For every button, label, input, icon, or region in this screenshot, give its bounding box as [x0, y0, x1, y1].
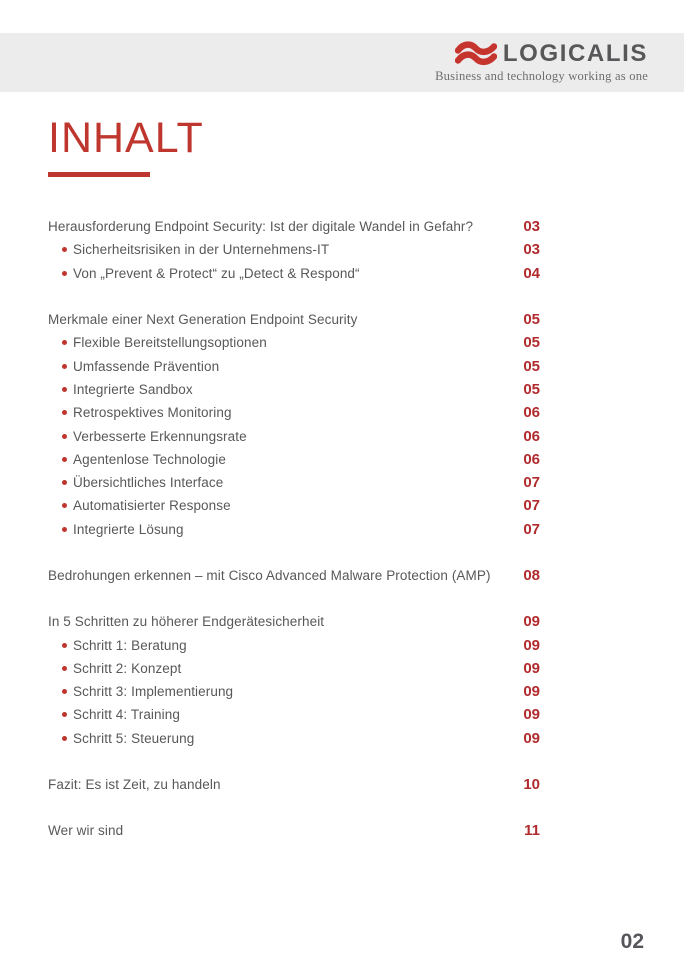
toc-entry-label: Integrierte Sandbox — [73, 381, 193, 397]
toc-entry-label: Retrospektives Monitoring — [73, 405, 232, 421]
toc-entry-page-number: 11 — [524, 822, 540, 840]
toc-group — [48, 610, 540, 750]
bullet-icon — [62, 689, 67, 694]
toc-entry-page-number: 09 — [523, 636, 540, 654]
toc-entry[interactable] — [48, 657, 540, 680]
toc-entry[interactable] — [48, 471, 540, 494]
toc-entry-label: Merkmale einer Next Generation Endpoint Security — [48, 312, 358, 328]
bullet-icon — [62, 712, 67, 717]
toc-group — [48, 773, 540, 796]
logicalis-logo — [435, 41, 648, 84]
toc-entry-page-number: 09 — [523, 613, 540, 631]
toc-entry[interactable] — [48, 308, 540, 331]
toc-entry-label: Wer wir sind — [48, 823, 124, 839]
toc-entry-page-number: 09 — [523, 729, 540, 747]
toc-entry[interactable] — [48, 564, 540, 587]
bullet-icon — [62, 387, 67, 392]
toc-entry-label: Schritt 4: Training — [73, 707, 180, 723]
toc-entry[interactable] — [48, 262, 540, 285]
toc-entry-label: Verbesserte Erkennungsrate — [73, 428, 247, 444]
logo-wordmark: LOGICALIS — [502, 40, 648, 67]
toc-entry-page-number: 06 — [523, 450, 540, 468]
toc-entry[interactable] — [48, 448, 540, 471]
header-band — [0, 33, 684, 92]
toc-entry-page-number: 03 — [523, 241, 540, 259]
toc-group — [48, 564, 540, 587]
toc-entry-label: Schritt 1: Beratung — [73, 637, 187, 653]
bullet-icon — [62, 480, 67, 485]
toc-entry-page-number: 05 — [523, 334, 540, 352]
toc-entry-page-number: 07 — [523, 474, 540, 492]
toc-entry[interactable] — [48, 680, 540, 703]
toc-entry[interactable] — [48, 424, 540, 447]
toc-entry-page-number: 06 — [523, 404, 540, 422]
toc-entry-page-number: 05 — [523, 380, 540, 398]
toc-entry-label: Schritt 5: Steuerung — [73, 730, 195, 746]
toc-entry[interactable] — [48, 238, 540, 261]
bullet-icon — [62, 666, 67, 671]
toc-entry[interactable] — [48, 401, 540, 424]
toc-entry-label: Umfassende Prävention — [73, 358, 220, 374]
toc-entry[interactable] — [48, 378, 540, 401]
toc-entry[interactable] — [48, 610, 540, 633]
toc-entry-page-number: 07 — [523, 497, 540, 515]
toc-entry-page-number: 04 — [523, 264, 540, 282]
toc-entry-label: Flexible Bereitstellungsoptionen — [73, 335, 267, 351]
toc-entry-page-number: 09 — [523, 659, 540, 677]
toc-entry[interactable] — [48, 633, 540, 656]
toc-entry[interactable] — [48, 819, 540, 842]
bullet-icon — [62, 434, 67, 439]
logicalis-swirl-icon — [455, 41, 497, 67]
toc-entry-page-number: 09 — [523, 706, 540, 724]
toc-entry[interactable] — [48, 727, 540, 750]
bullet-icon — [62, 736, 67, 741]
toc-entry-label: Fazit: Es ist Zeit, zu handeln — [48, 777, 221, 793]
toc-entry-page-number: 10 — [523, 776, 540, 794]
toc-entry-page-number: 08 — [523, 567, 540, 584]
logo-row — [435, 41, 648, 67]
toc-entry[interactable] — [48, 354, 540, 377]
table-of-contents — [48, 215, 540, 843]
page-title: INHALT — [48, 114, 204, 162]
toc-entry[interactable] — [48, 703, 540, 726]
toc-entry[interactable] — [48, 494, 540, 517]
toc-entry-label: Sicherheitsrisiken in der Unternehmens-IT — [73, 242, 330, 258]
toc-entry-label: Automatisierter Response — [73, 498, 231, 514]
toc-entry-label: Agentenlose Technologie — [73, 451, 226, 467]
toc-entry-label: In 5 Schritten zu höherer Endgerätesicherheit — [48, 614, 325, 630]
toc-group — [48, 215, 540, 285]
bullet-icon — [62, 527, 67, 532]
toc-entry[interactable] — [48, 773, 540, 796]
toc-entry-page-number: 09 — [523, 683, 540, 701]
toc-entry-page-number: 03 — [523, 218, 540, 236]
toc-entry-label: Schritt 2: Konzept — [73, 660, 182, 676]
toc-entry-label: Von „Prevent & Protect“ zu „Detect & Respond“ — [73, 265, 360, 281]
toc-entry-page-number: 06 — [523, 427, 540, 445]
bullet-icon — [62, 643, 67, 648]
toc-group — [48, 819, 540, 842]
toc-entry-label: Integrierte Lösung — [73, 521, 184, 537]
bullet-icon — [62, 271, 67, 276]
bullet-icon — [62, 364, 67, 369]
toc-entry-page-number: 07 — [523, 520, 540, 538]
title-underline — [48, 172, 150, 177]
toc-entry-page-number: 05 — [523, 357, 540, 375]
toc-entry-label: Übersichtliches Interface — [73, 475, 224, 491]
toc-entry-label: Schritt 3: Implementierung — [73, 684, 234, 700]
toc-entry-label: Herausforderung Endpoint Security: Ist der digitale Wandel in Gefahr? — [48, 219, 474, 235]
toc-entry-label: Bedrohungen erkennen – mit Cisco Advanced Malware Protection (AMP) — [48, 568, 491, 583]
bullet-icon — [62, 247, 67, 252]
toc-entry[interactable] — [48, 215, 540, 238]
bullet-icon — [62, 503, 67, 508]
toc-entry-page-number: 05 — [523, 311, 540, 329]
bullet-icon — [62, 340, 67, 345]
bullet-icon — [62, 457, 67, 462]
toc-entry[interactable] — [48, 331, 540, 354]
page-number: 02 — [620, 930, 644, 953]
logo-tagline: Business and technology working as one — [435, 69, 648, 83]
toc-entry[interactable] — [48, 518, 540, 541]
bullet-icon — [62, 410, 67, 415]
toc-group — [48, 308, 540, 541]
